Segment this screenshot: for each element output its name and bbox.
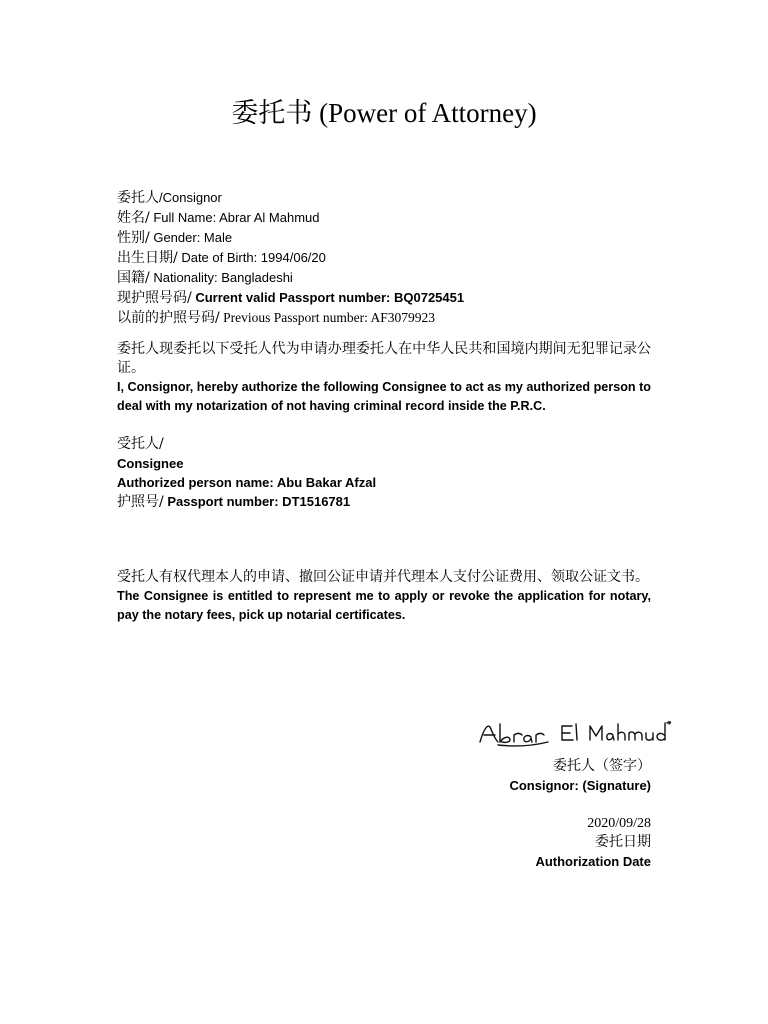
authorization-text-en: I, Consignor, hereby authorize the following Consignee to act as my authorized person to deal with my notarization of not having criminal record inside the P.R.C. <box>117 380 651 413</box>
consignor-full-name: 姓名/ Full Name: Abrar Al Mahmud <box>117 210 320 226</box>
authorization-date-label-en: Authorization Date <box>535 854 651 869</box>
rights-section <box>117 568 651 625</box>
authorization-date-block <box>351 814 651 871</box>
rights-text-en: The Consignee is entitled to represent me to apply or revoke the application for notary, pay the notary fees, pick up notarial certificates. <box>117 589 651 622</box>
consignee-section <box>117 435 651 512</box>
consignor-gender: 性别/ Gender: Male <box>117 230 233 246</box>
signature-label-zh: 委托人（签字） <box>553 758 651 774</box>
authorization-section <box>117 340 651 416</box>
consignor-nationality: 国籍/ Nationality: Bangladeshi <box>117 270 293 286</box>
handwritten-signature <box>476 718 676 752</box>
authorization-date-value: 2020/09/28 <box>587 816 651 831</box>
signature-label-en: Consignor: (Signature) <box>509 778 651 793</box>
consignee-authorized-name: Authorized person name: Abu Bakar Afzal <box>117 475 377 490</box>
consignee-passport: 护照号/ Passport number: DT1516781 <box>117 494 351 510</box>
authorization-date-label-zh: 委托日期 <box>595 834 651 850</box>
rights-text-zh: 受托人有权代理本人的申请、撤回公证申请并代理本人支付公证费用、领取公证文书。 <box>117 569 649 585</box>
document-title: 委托书 (Power of Attorney) <box>231 98 537 128</box>
consignor-current-passport: 现护照号码/ Current valid Passport number: BQ0725451 <box>117 290 465 306</box>
consignor-previous-passport: 以前的护照号码/ Previous Passport number: AF3079923 <box>117 310 435 326</box>
authorization-text-zh: 委托人现委托以下受托人代为申请办理委托人在中华人民共和国境内期间无犯罪记录公证。 <box>117 341 651 376</box>
consignor-heading: 委托人/Consignor <box>117 190 222 206</box>
signature-label-block <box>351 757 651 795</box>
consignee-heading-zh: 受托人/ <box>117 436 164 452</box>
consignor-date-of-birth: 出生日期/ Date of Birth: 1994/06/20 <box>117 250 326 266</box>
consignee-heading-en: Consignee <box>117 456 184 471</box>
consignor-section <box>117 188 651 328</box>
